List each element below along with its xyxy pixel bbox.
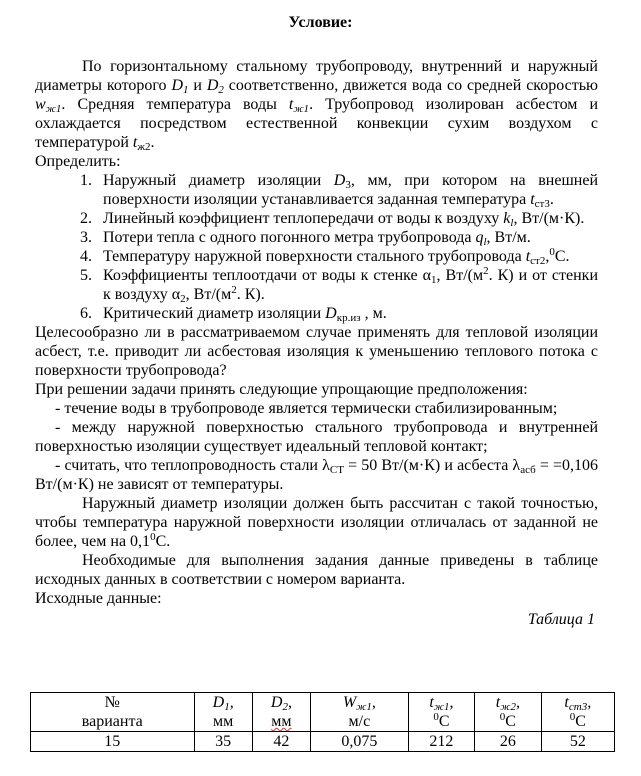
- header-sub: 1: [224, 701, 230, 713]
- text-segment: соответственно, движется вода со средней скоростью: [223, 77, 599, 94]
- cell-tst3: 52: [541, 732, 614, 752]
- header-sup: 0: [569, 711, 576, 723]
- text-segment: = =0,106 Вт/(м·К) не зависят от температуры.: [35, 457, 599, 493]
- header-symbol: t: [429, 694, 434, 711]
- text-segment: Температуру наружной поверхности стального трубопровода: [103, 248, 526, 265]
- list-number: 2.: [80, 210, 92, 227]
- text-segment: При решении задачи принять следующие упрощающие предположения:: [35, 381, 528, 398]
- text-segment: , Вт/(м·К).: [513, 210, 585, 227]
- text-segment: w: [35, 96, 46, 113]
- text-segment: . Средняя температура воды: [61, 96, 289, 113]
- list-item: [35, 209, 598, 228]
- text-segment: Потери тепла с одного погонного метра трубопровода: [103, 229, 476, 246]
- text-segment: Необходимые для выполнения задания данные приведены в таблице исходных данных в соответствии с номером варианта.: [35, 552, 598, 588]
- text-segment: . К) и от стенки к воздуху α: [103, 267, 599, 303]
- header-unit: варианта: [81, 713, 143, 730]
- list-number: 6.: [80, 305, 92, 322]
- text-segment: Линейный коэффициент теплопередачи от воды к воздуху: [103, 210, 504, 227]
- header-tzh1: $t_{ж1}$, $^0$С: [408, 693, 474, 732]
- text-segment: ж2: [137, 141, 151, 153]
- text-segment: Целесообразно ли в рассматриваемом случае применять для тепловой изоляции асбест, т.е. приводит ли асбестовая изоляция к уменьшению теплового потока с поверхности трубопровода?: [35, 324, 598, 379]
- text-segment: ст3: [534, 198, 550, 210]
- list-number: 3.: [80, 229, 92, 246]
- text-segment: k: [503, 210, 511, 227]
- text-segment: D: [206, 77, 219, 94]
- header-symbol: D: [270, 694, 283, 711]
- text-segment: 0: [549, 246, 555, 258]
- paragraph: [35, 456, 598, 494]
- list-item: [35, 228, 598, 247]
- text-segment: асб: [520, 464, 536, 476]
- list-item: [35, 266, 598, 304]
- text-segment: - считать, что теплопроводность стали λ: [55, 457, 330, 474]
- text-segment: - между наружной поверхностью стального трубопровода и внутренней поверхностью изоляции существует идеальный тепловой контакт;: [35, 419, 598, 455]
- header-unit: м/с: [348, 713, 371, 730]
- cell-d1: 35: [194, 732, 252, 752]
- text-segment: Наружный диаметр изоляции должен быть рассчитан с такой точностью, чтобы температура наружной поверхности изоляции отличалась от заданной не более, чем на 0,1: [35, 495, 598, 550]
- paragraph: [35, 323, 598, 380]
- text-segment: С.: [155, 533, 171, 550]
- text-segment: , м.: [360, 305, 387, 322]
- text-segment: . Трубопровод изолирован асбестом и охлаждается посредством естественной конвекции сухим воздухом с температурой: [35, 96, 599, 151]
- list-number: 1.: [80, 172, 92, 189]
- header-text: №: [104, 694, 120, 711]
- source-data-table: [30, 692, 615, 752]
- text-segment: D: [171, 77, 184, 94]
- text-segment: По горизонтальному стальному трубопроводу, внутренний и наружный диаметры которого: [35, 58, 598, 94]
- text-segment: t: [525, 248, 531, 265]
- text-segment: .: [150, 134, 155, 151]
- text-segment: ст2: [530, 255, 546, 267]
- list-number: 5.: [80, 267, 92, 284]
- header-sub: 2: [282, 701, 288, 713]
- text-segment: Наружный диаметр изоляции: [103, 172, 334, 189]
- paragraph: [35, 399, 598, 418]
- header-tzh2: $t_{ж2}$, $^0$С: [475, 693, 541, 732]
- text-segment: и: [188, 77, 207, 94]
- text-segment: Определить:: [35, 153, 121, 170]
- paragraphs: [35, 57, 598, 608]
- header-sub: ж1: [356, 701, 372, 713]
- text-segment: 1: [183, 84, 189, 96]
- cell-tzh1: 212: [408, 732, 474, 752]
- text-segment: . К).: [236, 286, 265, 303]
- paragraph: [35, 380, 598, 399]
- text-segment: - течение воды в трубопроводе является термически стабилизированным;: [55, 400, 558, 417]
- text-segment: , Вт/(м: [185, 286, 232, 303]
- text-segment: 2: [218, 84, 224, 96]
- text-segment: Критический диаметр изоляции: [103, 305, 326, 322]
- page-title: Условие:: [288, 14, 353, 31]
- text-segment: .: [549, 191, 554, 208]
- text-segment: D: [333, 172, 346, 189]
- header-sup: 0: [499, 711, 506, 723]
- text-segment: l: [510, 217, 514, 229]
- text-segment: 1: [431, 274, 437, 286]
- text-segment: кр.из: [336, 312, 361, 324]
- header-sub: ж1: [433, 701, 450, 713]
- text-segment: СТ: [329, 464, 344, 476]
- text-segment: 3: [345, 179, 351, 191]
- list-item: [35, 304, 598, 323]
- table-header-row: [31, 693, 615, 732]
- text-segment: 2: [180, 293, 186, 305]
- text-segment: = 50 Вт/(м·К) и асбеста λ: [343, 457, 521, 474]
- text-segment: t: [530, 191, 535, 208]
- list-item: [35, 171, 598, 209]
- text-segment: 0: [150, 531, 156, 543]
- header-unit: мм: [213, 713, 234, 730]
- header-tst3: $t_{ст3}$, $^0$С: [541, 693, 614, 732]
- paragraph: [35, 418, 598, 456]
- header-unit: С: [505, 713, 516, 730]
- text-segment: ж1: [293, 103, 310, 115]
- header-unit: мм: [271, 713, 292, 730]
- text-segment: Коэффициенты теплоотдачи от воды к стенке α: [103, 267, 432, 284]
- text-segment: , Вт/м.: [486, 229, 531, 246]
- text-segment: l: [483, 236, 487, 248]
- text-segment: 2: [483, 265, 489, 277]
- list-item: [35, 247, 598, 266]
- header-unit: С: [438, 713, 450, 730]
- text-segment: D: [325, 305, 337, 322]
- text-segment: t: [132, 134, 138, 151]
- header-variant: [31, 693, 195, 732]
- header-unit: С: [575, 713, 586, 730]
- paragraph: [35, 589, 598, 608]
- header-w: $W_{ж1}$, м/с: [311, 693, 409, 732]
- text-segment: ,: [545, 248, 550, 265]
- text-segment: С.: [554, 248, 570, 265]
- text-segment: , Вт/(м: [436, 267, 484, 284]
- document-body: [35, 57, 598, 629]
- text-segment: Исходные данные:: [35, 590, 162, 607]
- header-sub: ж2: [500, 701, 516, 713]
- text-segment: 2: [231, 284, 237, 296]
- header-d1: $D_1$, мм: [194, 693, 252, 732]
- header-symbol: W: [342, 694, 357, 711]
- text-segment: t: [288, 96, 294, 113]
- header-sup: 0: [433, 711, 439, 723]
- paragraph: [35, 494, 598, 551]
- table-caption: Таблица 1: [527, 611, 595, 628]
- paragraph: [35, 152, 598, 171]
- list-number: 4.: [80, 248, 92, 265]
- text-segment: , мм, при котором на внешней поверхности изоляции устанавливается заданная температура: [103, 172, 599, 208]
- text-segment: ж1: [45, 103, 62, 115]
- header-symbol: t: [495, 694, 501, 711]
- header-sub: ст3: [568, 701, 588, 713]
- header-symbol: t: [564, 694, 569, 711]
- cell-variant: 15: [31, 732, 195, 752]
- paragraph: [35, 57, 598, 152]
- cell-d2: 42: [252, 732, 310, 752]
- paragraph: [35, 551, 598, 589]
- cell-w: 0,075: [311, 732, 409, 752]
- cell-tzh2: 26: [475, 732, 541, 752]
- table-row: [31, 732, 615, 752]
- text-segment: q: [475, 229, 484, 246]
- header-d2: $D_2$, мм: [252, 693, 310, 732]
- header-symbol: D: [212, 694, 225, 711]
